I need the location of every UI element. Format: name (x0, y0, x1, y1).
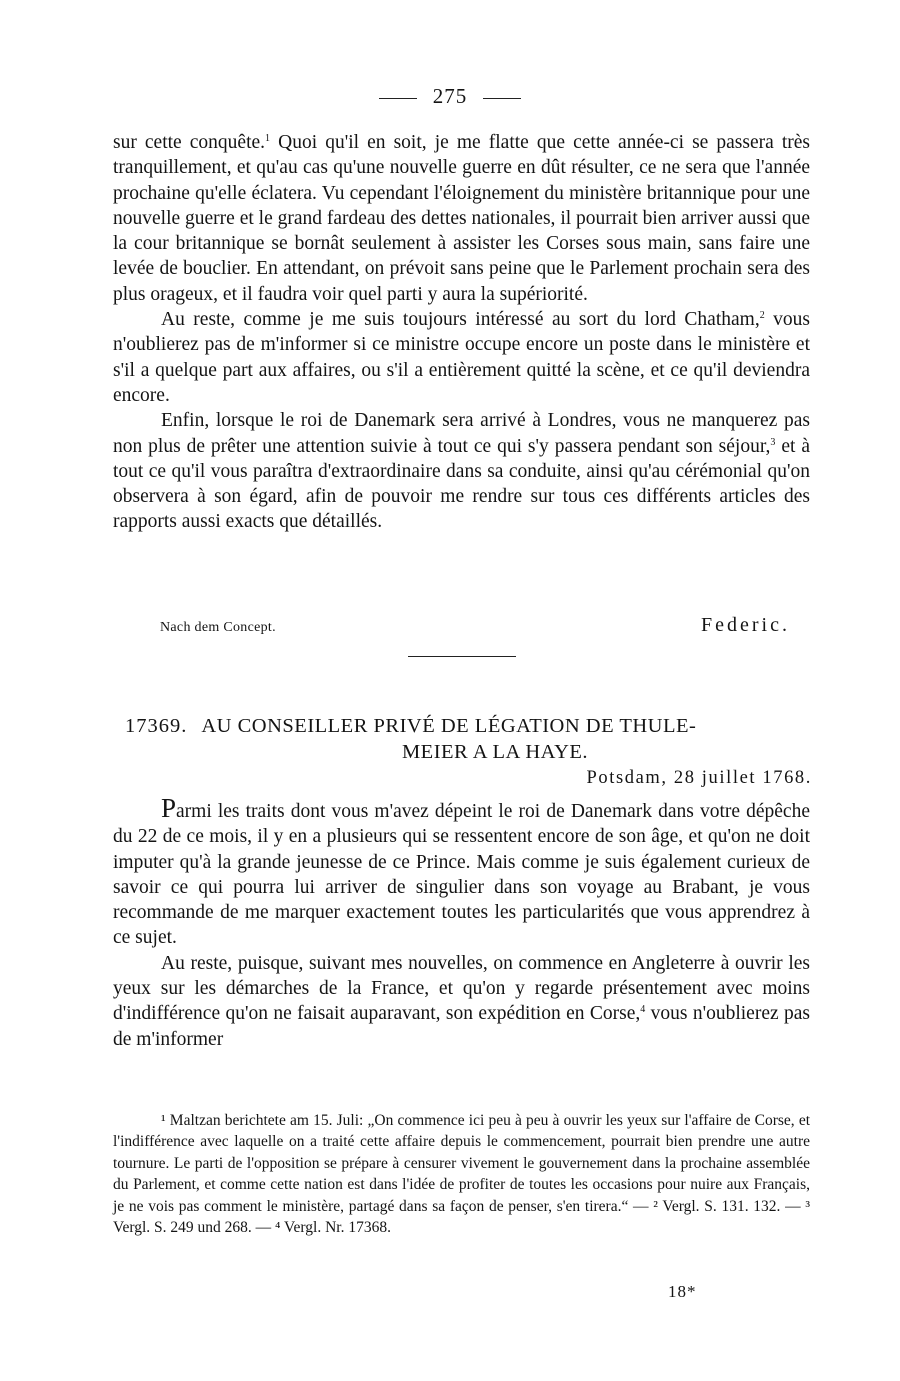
place-date: Potsdam, 28 juillet 1768. (586, 768, 812, 788)
page-header (0, 84, 900, 109)
source-note: Nach dem Concept. (160, 620, 276, 635)
footnotes (113, 1110, 810, 1238)
paragraph: Parmi les traits dont vous m'avez dépeint le roi de Danemark dans votre dépêche du 22 de ce mois, il y en a plusieurs qui se ressentent encore de son âge, et qu'on ne doit imputer qu'à la grande jeunesse de ce Prince. Mais comme je suis également curieux de savoir ce qui pourra lui arriver de singulier dans son voyage au Brabant, je vous recommande de me marquer exactement toutes les particularités que vous apprendrez à ce sujet. (113, 793, 810, 949)
signature: Federic. (701, 614, 790, 636)
initial-letter: P (161, 793, 177, 823)
sheet-signature: 18* (668, 1282, 697, 1301)
paragraph: Au reste, puisque, suivant mes nouvelles, on commence en Angleterre à ouvrir les yeux sur les démarches de la France, et qu'on y regarde présentement avec moins d'indifférence qu'on ne faisait auparavant, son expédition en Corse,$^4$ vous n'oublierez pas de m'informer (113, 952, 810, 1050)
header-dash-left (379, 98, 417, 99)
footnote-ref: 4 (640, 1004, 646, 1016)
letter-continuation (113, 130, 810, 535)
header-dash-right (483, 98, 521, 99)
paragraph: Enfin, lorsque le roi de Danemark sera arrivé à Londres, vous ne manquerez pas non plus de prêter une attention suivie à tout ce qui s'y passera pendant son séjour,$^3$ et à tout ce qu'il vous paraîtra d'extraordinaire dans sa conduite, ainsi qu'au cérémonial qu'on observera à son égard, afin de pouvoir me rendre sur tous ces différents articles des rapports aussi exacts que détaillés. (113, 410, 810, 533)
document-heading (125, 713, 805, 765)
signature-row (160, 614, 790, 642)
footnote-ref: 3 (770, 436, 776, 448)
document-number: 17369. (125, 715, 188, 737)
paragraph: sur cette conquête.$^1$ Quoi qu'il en soit, je me flatte que cette année-ci se passera très tranquillement, et qu'au cas qu'une nouvelle guerre en dût résulter, ce ne sera que l'année prochaine qu'elle éclatera. Vu cependant l'éloignement du ministère britannique pour une nouvelle guerre et le grand fardeau des dettes nationales, il pourrait bien arriver aussi que la cour britannique se bornât seulement à assister les Corses sous main, sans faire une levée de bouclier. En attendant, on prévoit sans peine que le Parlement prochain sera des plus orageux, et il faudra voir quel parti y aura la supériorité. (113, 132, 811, 305)
letter-body (113, 793, 810, 1052)
page-number: 275 (432, 84, 468, 108)
footnote-ref: 2 (759, 310, 765, 322)
paragraph: Au reste, comme je me suis toujours intéressé au sort du lord Chatham,$^2$ vous n'oublierez pas de m'informer si ce ministre occupe encore un poste dans le ministère et s'il a quelque part aux affaires, ou s'il a entièrement quitté la scène, et ce qu'il deviendra encore. (113, 309, 811, 406)
heading-line-2: MEIER A LA HAYE. (401, 741, 589, 763)
footnote-text: ¹ Maltzan berichtete am 15. Juli: „On commence ici peu à peu à ouvrir les yeux sur l'affaire de Corse, et l'indifférence avec laquelle on a traité cette affaire depuis le commencement, pourrait bien prendre une autre tournure. Le parti de l'opposition se prépare à censurer vivement le gouvernement dans la prochaine assemblée du Parlement, et comme cette nation est dans l'idée de profiter de toutes les occasions pour nuire aux Français, je ne vois pas comment le ministère, partagé dans sa façon de penser, s'en tirera.“ — ² Vergl. S. 131. 132. — ³ Vergl. S. 249 und 268. — ⁴ Vergl. Nr. 17368. (113, 1112, 810, 1237)
section-divider (408, 656, 516, 657)
heading-line-1: AU CONSEILLER PRIVÉ DE LÉGATION DE THULE- (201, 715, 697, 737)
footnote-ref: 1 (265, 133, 271, 144)
